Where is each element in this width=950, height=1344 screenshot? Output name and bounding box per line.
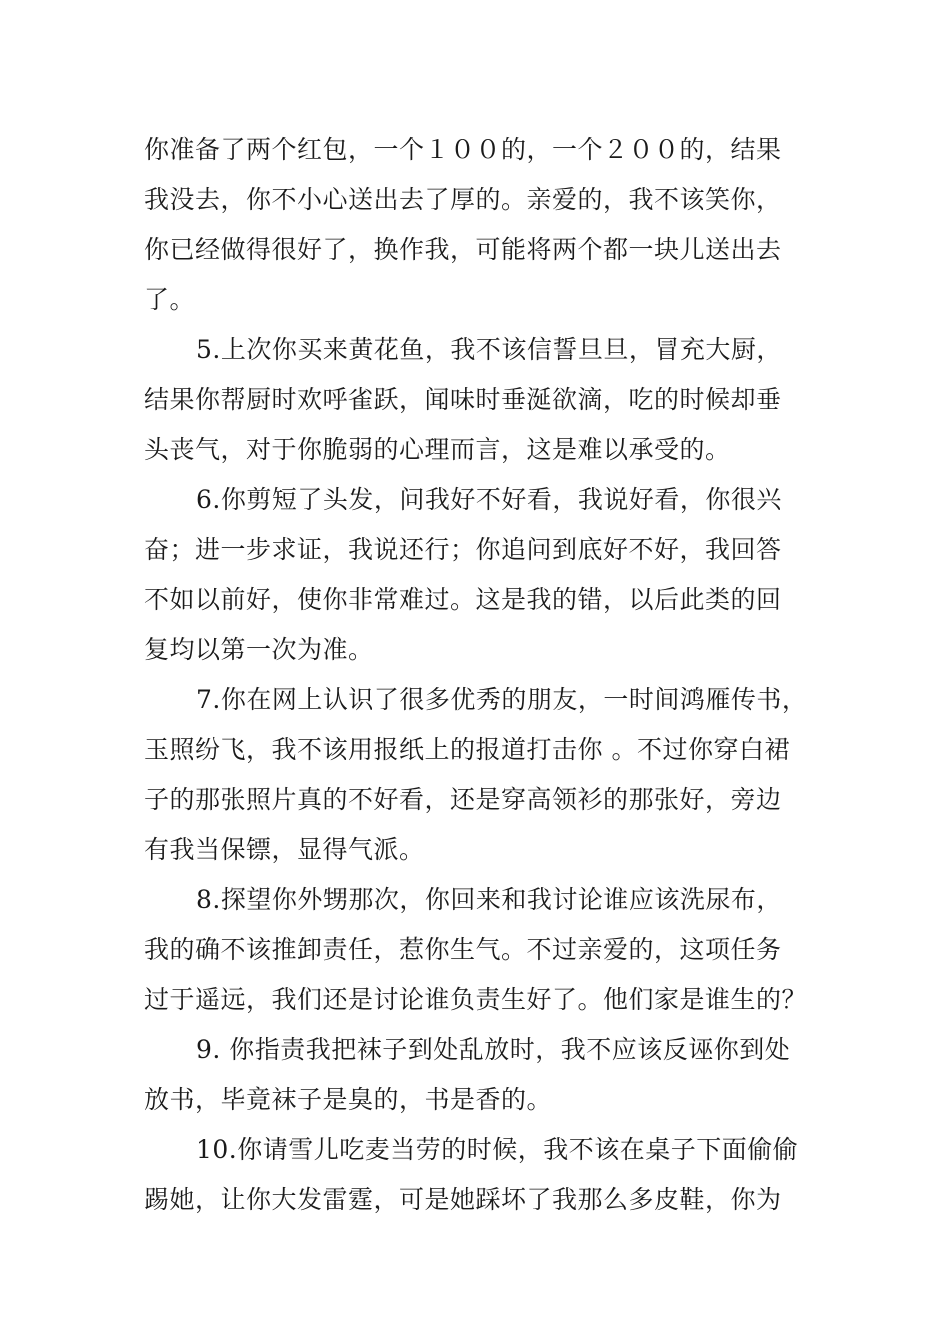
text-line: 你已经做得很好了，换作我，可能将两个都一块儿送出去 — [144, 235, 782, 264]
list-item-5-start: 5.上次你买来黄花鱼，我不该信誓旦旦，冒充大厨， — [196, 335, 782, 364]
text-line: 头丧气，对于你脆弱的心理而言，这是难以承受的。 — [144, 435, 731, 464]
list-item-6-start: 6.你剪短了头发，问我好不好看，我说好看，你很兴 — [196, 485, 782, 514]
list-item-9-start: 9. 你指责我把袜子到处乱放时，我不应该反诬你到处 — [196, 1035, 791, 1064]
text-line: 结果你帮厨时欢呼雀跃，闻味时垂涎欲滴，吃的时候却垂 — [144, 385, 782, 414]
text-line: 放书，毕竟袜子是臭的，书是香的。 — [144, 1085, 553, 1114]
text-line: 复均以第一次为准。 — [144, 635, 374, 664]
list-item-8-start: 8.探望你外甥那次，你回来和我讨论谁应该洗尿布， — [196, 885, 782, 914]
text-line: 踢她，让你大发雷霆，可是她踩坏了我那么多皮鞋，你为 — [144, 1185, 782, 1214]
list-item-7-start: 7.你在网上认识了很多优秀的朋友，一时间鸿雁传书， — [196, 685, 808, 714]
text-line: 子的那张照片真的不好看，还是穿高领衫的那张好，旁边 — [144, 785, 782, 814]
text-line: 奋；进一步求证，我说还行；你追问到底好不好，我回答 — [144, 535, 782, 564]
text-line: 我的确不该推卸责任，惹你生气。不过亲爱的，这项任务 — [144, 935, 782, 964]
text-line: 不如以前好，使你非常难过。这是我的错，以后此类的回 — [144, 585, 782, 614]
text-line: 你准备了两个红包，一个１００的，一个２００的，结果 — [144, 135, 782, 164]
list-item-10-start: 10.你请雪儿吃麦当劳的时候，我不该在桌子下面偷偷 — [196, 1135, 799, 1164]
text-line: 过于遥远，我们还是讨论谁负责生好了。他们家是谁生的？ — [144, 985, 808, 1014]
text-line: 玉照纷飞，我不该用报纸上的报道打击你 。不过你穿白裙 — [144, 735, 790, 764]
text-line: 了。 — [144, 285, 196, 314]
text-line: 有我当保镖，显得气派。 — [144, 835, 425, 864]
text-line: 我没去，你不小心送出去了厚的。亲爱的，我不该笑你， — [144, 185, 782, 214]
